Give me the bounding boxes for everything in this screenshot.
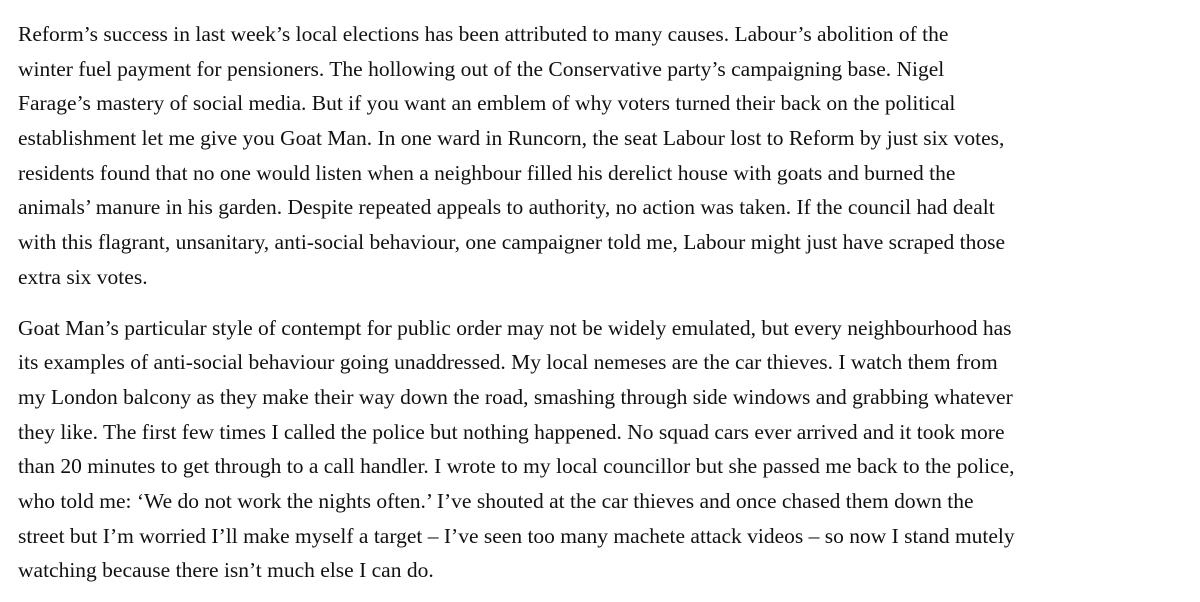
text-line: extra six votes. <box>18 264 148 289</box>
text-line: Goat Man’s particular style of contempt for public order may not be widely emulated, but every neighbourhood has <box>18 315 1012 340</box>
article-body <box>18 17 1186 588</box>
text-line: than 20 minutes to get through to a call handler. I wrote to my local councillor but she passed me back to the police, <box>18 454 1015 479</box>
text-line: they like. The first few times I called the police but nothing happened. No squad cars ever arrived and it took more <box>18 419 1005 444</box>
text-line: my London balcony as they make their way down the road, smashing through side windows and grabbing whatever <box>18 384 1013 409</box>
text-line: its examples of anti-social behaviour going unaddressed. My local nemeses are the car thieves. I watch them from <box>18 350 998 375</box>
text-line: establishment let me give you Goat Man. In one ward in Runcorn, the seat Labour lost to Reform by just six votes, <box>18 126 1005 151</box>
text-line: residents found that no one would listen when a neighbour filled his derelict house with goats and burned the <box>18 160 956 185</box>
text-line: street but I’m worried I’ll make myself a target – I’ve seen too many machete attack videos – so now I stand mutely <box>18 523 1015 548</box>
text-line: winter fuel payment for pensioners. The hollowing out of the Conservative party’s campaigning base. Nigel <box>18 56 945 81</box>
text-line: animals’ manure in his garden. Despite repeated appeals to authority, no action was taken. If the council had dealt <box>18 195 995 220</box>
text-line: Reform’s success in last week’s local elections has been attributed to many causes. Labour’s abolition of the <box>18 22 949 46</box>
text-line: Farage’s mastery of social media. But if you want an emblem of why voters turned their back on the political <box>18 91 956 116</box>
text-line: watching because there isn’t much else I can do. <box>18 558 434 583</box>
text-line: who told me: ‘We do not work the nights often.’ I’ve shouted at the car thieves and once chased them down the <box>18 488 974 513</box>
paragraph-1 <box>18 17 1186 295</box>
paragraph-2 <box>18 311 1186 589</box>
text-line: with this flagrant, unsanitary, anti-social behaviour, one campaigner told me, Labour might just have scraped those <box>18 230 1006 255</box>
